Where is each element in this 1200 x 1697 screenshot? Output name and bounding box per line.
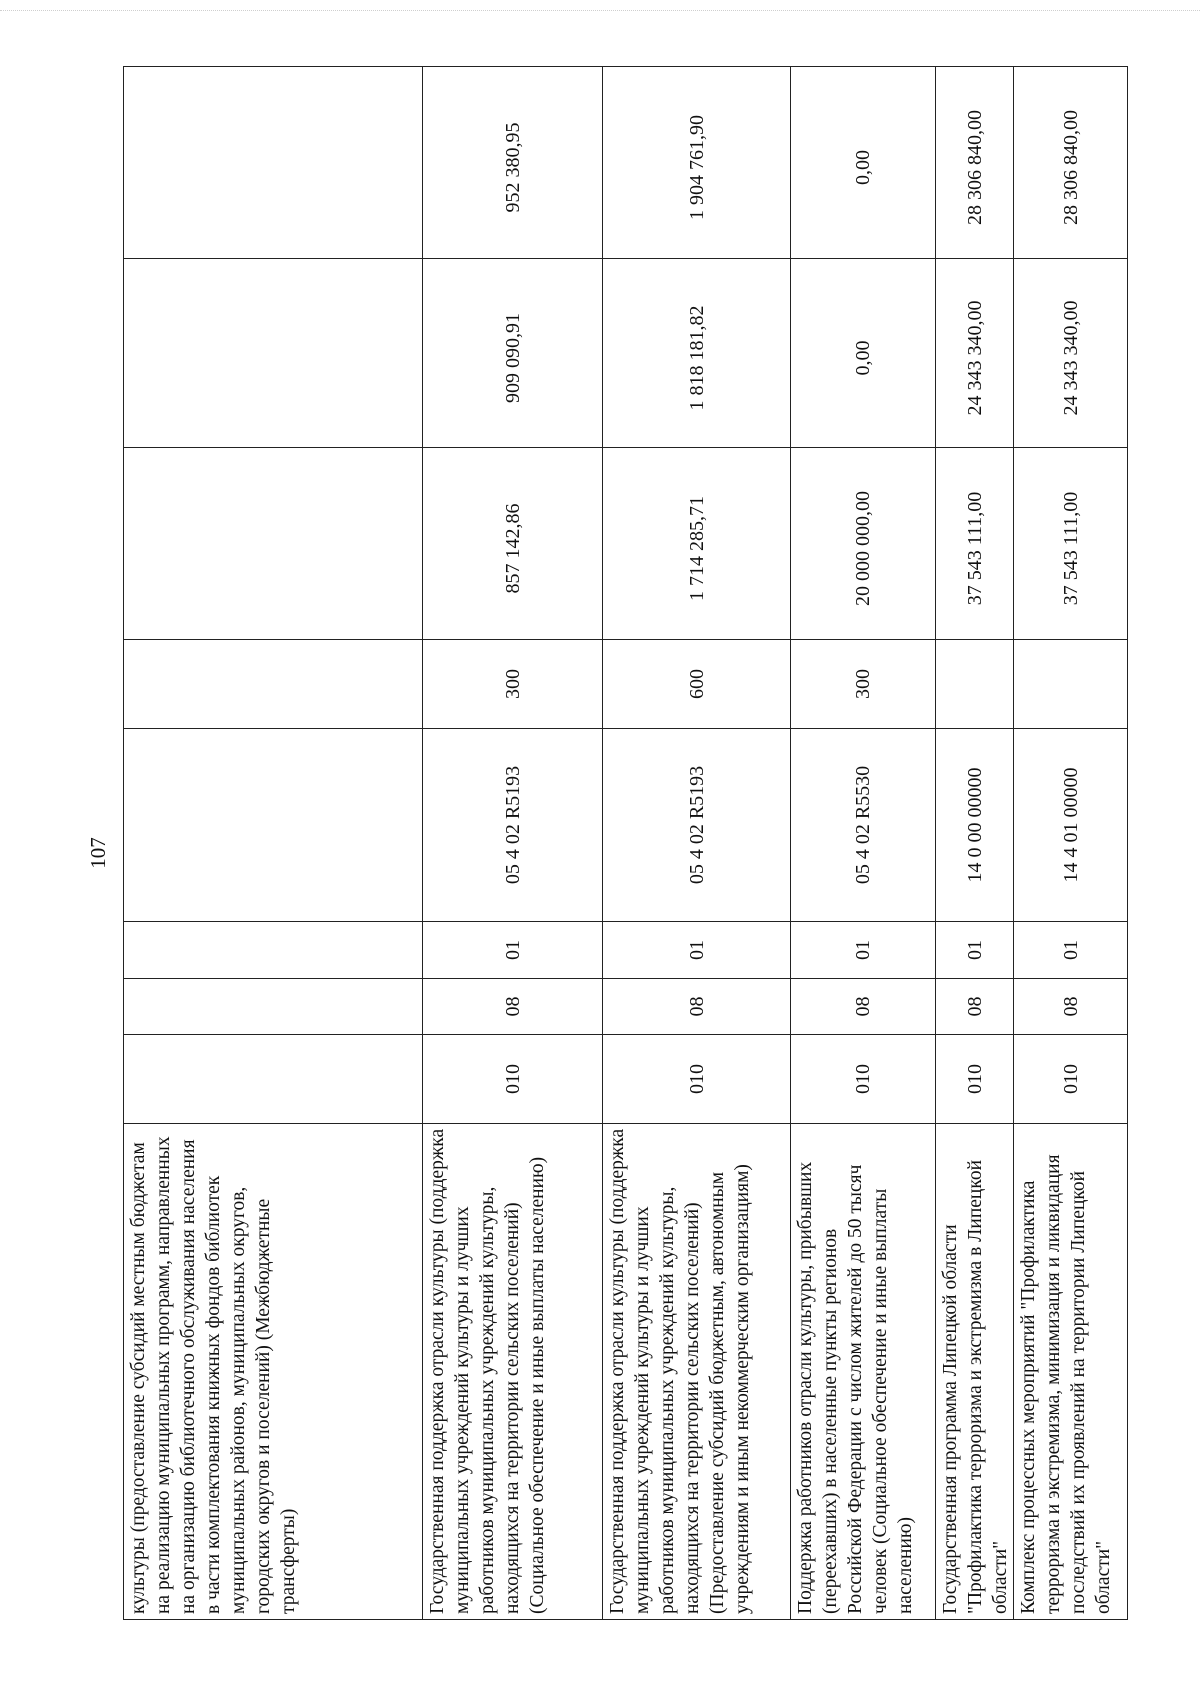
amount-year-3: 0,00: [791, 67, 936, 259]
amount-year-1: [124, 448, 423, 640]
budget-table-wrapper: [123, 67, 1114, 1620]
subsection-code: 01: [791, 922, 936, 979]
expense-type-code: 300: [423, 640, 603, 729]
table-row: [423, 67, 603, 1620]
section-code: [124, 979, 423, 1035]
subsection-code: 01: [1014, 922, 1128, 979]
row-description: Государственная программа Липецкой области "Профилактика терроризма и экстремизма в Липецкой области": [936, 1124, 1014, 1620]
table-row: [791, 67, 936, 1620]
page-number: 107: [86, 837, 110, 869]
expense-type-code: 600: [603, 640, 791, 729]
table-row: [936, 67, 1014, 1620]
target-article-code: 14 0 00 00000: [936, 729, 1014, 922]
amount-year-2: 0,00: [791, 259, 936, 448]
amount-year-3: 1 904 761,90: [603, 67, 791, 259]
row-description: Государственная поддержка отрасли культуры (поддержка муниципальных учреждений культуры и лучших работников муниципальных учреждений культуры, находящихся на территории сельских поселений) (Социальное обеспечение и иные выплаты населению): [423, 1124, 603, 1620]
row-description: Государственная поддержка отрасли культуры (поддержка муниципальных учреждений культуры и лучших работников муниципальных учреждений культуры, находящихся на территории сельских поселений) (Предоставление субсидий бюджетным, автономным учреждениям и иным некоммерческим организациям): [603, 1124, 791, 1620]
amount-year-3: [124, 67, 423, 259]
admin-code: [124, 1035, 423, 1124]
amount-year-2: 1 818 181,82: [603, 259, 791, 448]
section-code: 08: [791, 979, 936, 1035]
table-row: [124, 67, 423, 1620]
subsection-code: 01: [603, 922, 791, 979]
amount-year-1: 1 714 285,71: [603, 448, 791, 640]
subsection-code: [124, 922, 423, 979]
section-code: 08: [1014, 979, 1128, 1035]
amount-year-1: 37 543 111,00: [1014, 448, 1128, 640]
amount-year-1: 857 142,86: [423, 448, 603, 640]
amount-year-1: 37 543 111,00: [936, 448, 1014, 640]
expense-type-code: [936, 640, 1014, 729]
amount-year-2: 909 090,91: [423, 259, 603, 448]
admin-code: 010: [791, 1035, 936, 1124]
admin-code: 010: [936, 1035, 1014, 1124]
budget-table: [123, 66, 1128, 1620]
row-description: Поддержка работников отрасли культуры, прибывших (переехавших) в населенные пункты регионов Российской Федерации с числом жителей до 50 тысяч человек (Социальное обеспечение и иные выплаты населению): [791, 1124, 936, 1620]
target-article-code: 14 4 01 00000: [1014, 729, 1128, 922]
amount-year-1: 20 000 000,00: [791, 448, 936, 640]
row-description: культуры (предоставление субсидий местным бюджетам на реализацию муниципальных программ, направленных на организацию библиотечного обслуживания населения в части комплектования книжных фондов библиотек муниципальных районов, муниципальных округов, городских округов и поселений) (Межбюджетные трансферты): [124, 1124, 423, 1620]
admin-code: 010: [603, 1035, 791, 1124]
expense-type-code: [124, 640, 423, 729]
table-row: [1014, 67, 1128, 1620]
table-row: [603, 67, 791, 1620]
subsection-code: 01: [423, 922, 603, 979]
target-article-code: 05 4 02 R5193: [603, 729, 791, 922]
admin-code: 010: [423, 1035, 603, 1124]
amount-year-2: 24 343 340,00: [936, 259, 1014, 448]
target-article-code: 05 4 02 R5193: [423, 729, 603, 922]
subsection-code: 01: [936, 922, 1014, 979]
target-article-code: 05 4 02 R5530: [791, 729, 936, 922]
section-code: 08: [423, 979, 603, 1035]
amount-year-2: 24 343 340,00: [1014, 259, 1128, 448]
amount-year-2: [124, 259, 423, 448]
amount-year-3: 28 306 840,00: [1014, 67, 1128, 259]
section-code: 08: [603, 979, 791, 1035]
admin-code: 010: [1014, 1035, 1128, 1124]
target-article-code: [124, 729, 423, 922]
amount-year-3: 28 306 840,00: [936, 67, 1014, 259]
amount-year-3: 952 380,95: [423, 67, 603, 259]
section-code: 08: [936, 979, 1014, 1035]
expense-type-code: [1014, 640, 1128, 729]
expense-type-code: 300: [791, 640, 936, 729]
row-description: Комплекс процессных мероприятий "Профилактика терроризма и экстремизма, минимизация и ликвидация последствий их проявлений на территории Липецкой области": [1014, 1124, 1128, 1620]
